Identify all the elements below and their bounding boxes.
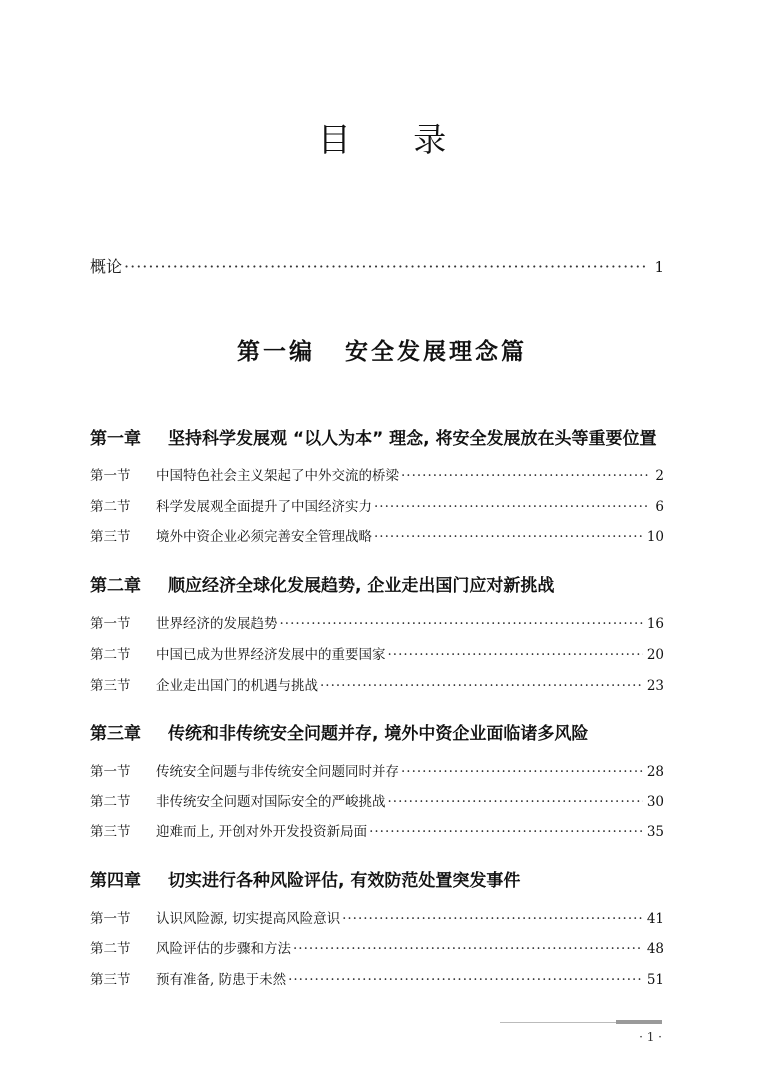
section-page-number: 48	[646, 941, 664, 957]
section-number: 第三节	[90, 972, 131, 988]
section-title: 科学发展观全面提升了中国经济实力	[156, 499, 372, 515]
dot-leader	[401, 764, 643, 780]
dot-leader	[374, 529, 643, 545]
chapter-number: 第四章	[90, 871, 141, 891]
section-page-number: 35	[646, 824, 664, 840]
footer-rule-accent	[616, 1020, 662, 1024]
section-page-number: 30	[646, 794, 664, 810]
chapter-heading[interactable]	[90, 571, 690, 596]
section-number: 第二节	[90, 941, 131, 957]
chapter-number: 第三章	[90, 724, 141, 744]
section-number: 第一节	[90, 764, 131, 780]
chapter-title: 坚持科学发展观 “以人为本” 理念, 将安全发展放在头等重要位置	[168, 429, 657, 449]
section-number: 第二节	[90, 647, 131, 663]
chapter-number: 第一章	[90, 429, 141, 449]
section-number: 第三节	[90, 529, 131, 545]
chapter-heading[interactable]	[90, 719, 690, 744]
section-title: 企业走出国门的机遇与挑战	[156, 678, 318, 694]
section-number: 第一节	[90, 911, 131, 927]
section-page-number: 16	[646, 616, 664, 632]
section-title: 世界经济的发展趋势	[156, 616, 278, 632]
section-number: 第二节	[90, 499, 131, 515]
page-title: 目 录	[317, 120, 473, 159]
section-number: 第二节	[90, 794, 131, 810]
section-page-number: 20	[646, 647, 664, 663]
dot-leader	[388, 794, 643, 810]
section-title: 非传统安全问题对国际安全的严峻挑战	[156, 794, 386, 810]
intro-page-number: 1	[654, 258, 664, 276]
dot-leader	[342, 911, 643, 927]
section-page-number: 6	[655, 499, 664, 515]
toc-section-entry[interactable]	[90, 907, 664, 927]
chapter-heading[interactable]	[90, 424, 690, 449]
toc-section-entry[interactable]	[90, 790, 664, 810]
toc-section-entry[interactable]	[90, 937, 664, 957]
section-page-number: 10	[646, 529, 664, 545]
dot-leader	[280, 616, 643, 632]
toc-section-entry[interactable]	[90, 612, 664, 632]
section-page-number: 51	[646, 972, 664, 988]
section-page-number: 41	[646, 911, 664, 927]
section-page-number: 2	[655, 468, 664, 484]
section-title: 中国特色社会主义架起了中外交流的桥梁	[156, 468, 399, 484]
chapter-heading[interactable]	[90, 866, 690, 891]
section-title: 中国已成为世界经济发展中的重要国家	[156, 647, 386, 663]
section-page-number: 28	[646, 764, 664, 780]
section-title: 迎难而上, 开创对外开发投资新局面	[156, 824, 368, 840]
section-number: 第三节	[90, 678, 131, 694]
section-page-number: 23	[646, 678, 664, 694]
section-number: 第三节	[90, 824, 131, 840]
dot-leader	[369, 824, 643, 840]
section-number: 第一节	[90, 468, 131, 484]
toc-intro-entry[interactable]	[90, 254, 664, 277]
dot-leader	[401, 468, 648, 484]
dot-leader	[288, 972, 643, 988]
chapter-title: 传统和非传统安全问题并存, 境外中资企业面临诸多风险	[168, 724, 589, 744]
chapter-title: 顺应经济全球化发展趋势, 企业走出国门应对新挑战	[168, 576, 555, 596]
toc-section-entry[interactable]	[90, 674, 664, 694]
section-number: 第一节	[90, 616, 131, 632]
toc-section-entry[interactable]	[90, 464, 664, 484]
dot-leader	[124, 257, 648, 276]
section-title: 境外中资企业必须完善安全管理战略	[156, 529, 372, 545]
dot-leader	[320, 678, 643, 694]
dot-leader	[293, 941, 643, 957]
part-name: 安全发展理念篇	[345, 339, 527, 365]
section-title: 认识风险源, 切实提高风险意识	[156, 911, 341, 927]
toc-section-entry[interactable]	[90, 525, 664, 545]
chapter-title: 切实进行各种风险评估, 有效防范处置突发事件	[168, 871, 521, 891]
chapter-number: 第二章	[90, 576, 141, 596]
footer-page-number: · 1 ·	[639, 1030, 662, 1044]
toc-section-entry[interactable]	[90, 643, 664, 663]
toc-section-entry[interactable]	[90, 760, 664, 780]
toc-section-entry[interactable]	[90, 495, 664, 515]
dot-leader	[374, 499, 648, 515]
dot-leader	[388, 647, 643, 663]
part-heading	[0, 333, 764, 366]
section-title: 预有准备, 防患于未然	[156, 972, 287, 988]
intro-label: 概论	[90, 257, 123, 276]
section-title: 风险评估的步骤和方法	[156, 941, 291, 957]
section-title: 传统安全问题与非传统安全问题同时并存	[156, 764, 399, 780]
toc-section-entry[interactable]	[90, 968, 664, 988]
part-number: 第一编	[237, 339, 315, 365]
toc-section-entry[interactable]	[90, 820, 664, 840]
